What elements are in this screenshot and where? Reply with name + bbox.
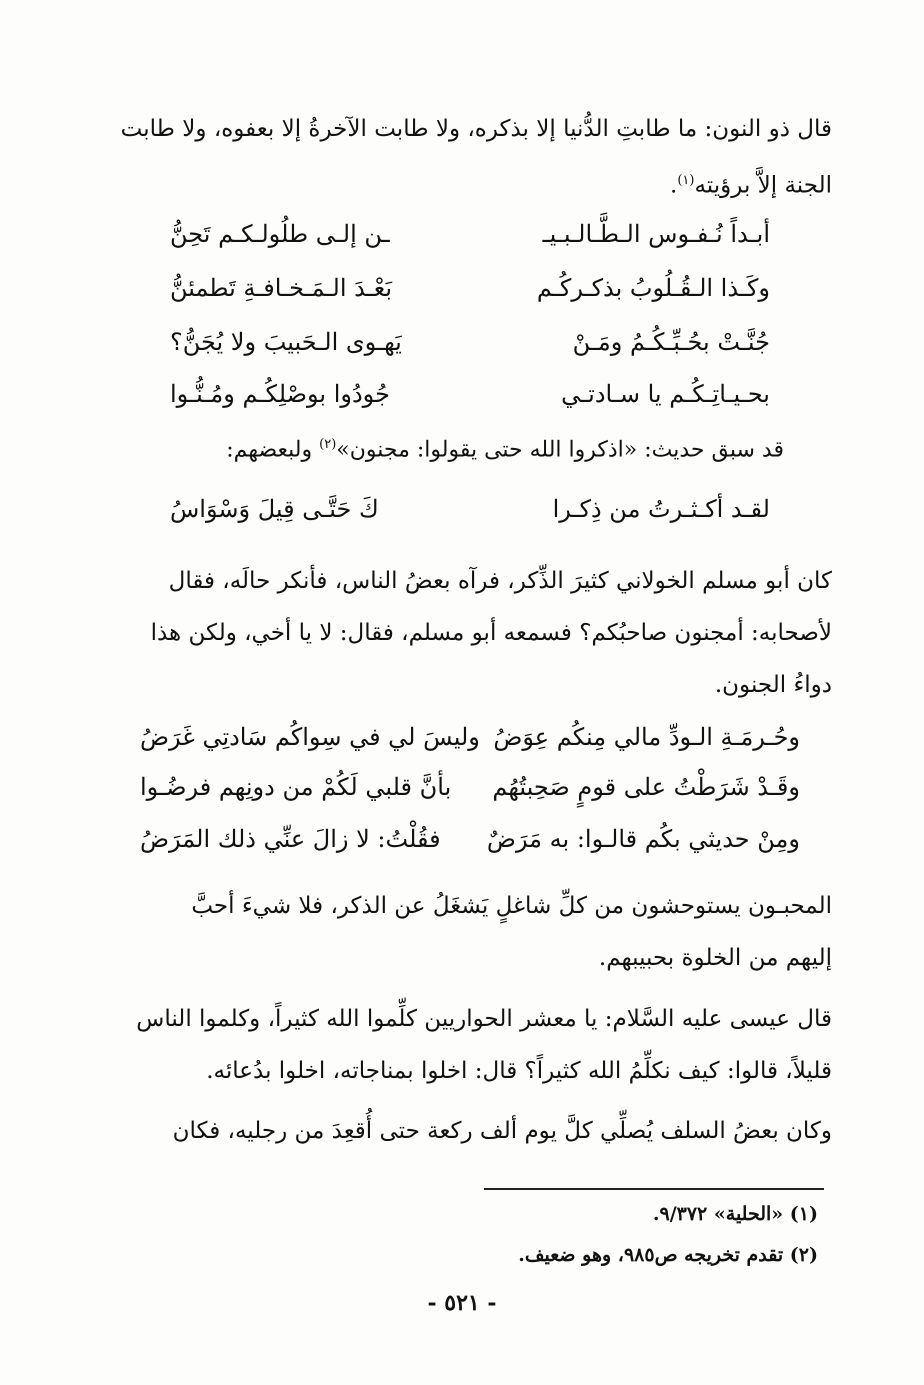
verse-hemistich-right: وقَـدْ شَرَطْتُ على قومٍ صَحِبتُهُم	[492, 773, 800, 801]
footnote-separator	[484, 1188, 824, 1190]
paragraph-hadith: قد سبق حديث: «اذكروا الله حتى يقولوا: مجنون»$^{(٢)}$ ولبعضهم:	[226, 437, 784, 463]
text-line: قليلاً، قالوا: كيف نكلِّمُ الله كثيراً؟ قال: اخلوا بمناجاته، اخلوا بدُعائه.	[206, 1058, 832, 1084]
verse-hemistich-right: أبـداً نُـفـوس الـطَّـالـبـيـ	[542, 220, 770, 248]
verse-hemistich-right: ومِنْ حديثي بكُم قالـوا: به مَرَضٌ	[486, 825, 800, 853]
verse-hemistich-left: وليسَ لي في سِواكُم سَادتِي غَرَضُ	[140, 723, 480, 751]
verse-hemistich-right: بحـيـاتِـكُـم يا سـادتـي	[561, 380, 770, 408]
verse-row	[140, 825, 800, 865]
verse-hemistich-left: يَهـوى الـحَبيبَ ولا يُجَنُّ؟	[170, 328, 402, 356]
verse-hemistich-left: بَعْـدَ الـمَـخـافـةِ تَطمئنُّ	[170, 274, 393, 302]
text-line: كان أبو مسلم الخولاني كثيرَ الذِّكر، فرآه بعضُ الناس، فأنكر حالَه، فقال	[168, 568, 832, 594]
verse-row	[170, 328, 770, 368]
verse-hemistich-right: وحُـرمَـةِ الـودِّ مالي مِنكُم عِوَضُ	[493, 723, 800, 751]
paragraph-abu-muslim	[110, 555, 832, 711]
verse-hemistich-left: فقُلْتُ: لا زالَ عنِّي ذلك المَرَضُ	[140, 825, 441, 853]
verse-hemistich-right: جُنَّـتْ بحُـبِّـكُـمُ ومَـنْ	[572, 328, 770, 356]
verse-hemistich-left: ـن إلـى طلُولـكـم تَحِنُّ	[170, 220, 390, 248]
text-line: وكان بعضُ السلف يُصلِّي كلَّ يوم ألف ركعة حتى أُقعِدَ من رجليه، فكان	[172, 1118, 832, 1144]
paragraph-lovers	[110, 880, 832, 984]
verse-hemistich-left: كَ حَتَّـى قِيلَ وَسْوَاسُ	[170, 495, 379, 523]
text-line: قال ذو النون: ما طابتِ الدُّنيا إلا بذكره، ولا طابت الآخرةُ إلا بعفوه، ولا طابت	[120, 116, 832, 142]
verse-row	[170, 495, 770, 535]
text-line: لأصحابه: أمجنون صاحبُكم؟ فسمعه أبو مسلم، فقال: لا يا أخي، ولكن هذا	[150, 620, 832, 646]
text-line: المحبـون يستوحشون من كلِّ شاغلٍ يَشغَلُ عن الذكر، فلا شيءَ أحبَّ	[191, 893, 832, 919]
paragraph-salaf	[110, 1105, 832, 1157]
footnote-ref: (٢)	[319, 437, 337, 452]
page-number: - ٥٢١ -	[427, 1290, 497, 1316]
text-line: الجنة إلاَّ برؤيته$^{(١)}$.	[670, 172, 832, 199]
text-line: قال عيسى عليه السَّلام: يا معشر الحواريين كلِّموا الله كثيراً، وكلموا الناس	[136, 1006, 832, 1032]
paragraph-isa	[110, 993, 832, 1097]
paragraph-dhun-nun	[110, 103, 832, 212]
footnote: (٢) تقدم تخريجه ص٩٨٥، وهو ضعيف.	[518, 1244, 818, 1266]
verse-hemistich-right: وكَـذا الـقُـلُوبُ بذكـركُـم	[536, 274, 770, 302]
verse-row	[170, 220, 770, 260]
verse-row	[140, 773, 800, 813]
verse-row	[170, 274, 770, 314]
footnote: (١) «الحلية» ٩/٣٧٢.	[652, 1203, 818, 1225]
text-line: إليهم من الخلوة بحبيبهم.	[598, 945, 832, 971]
verse-hemistich-left: بأنَّ قلبي لَكُمْ من دونِهم فرضُـوا	[140, 773, 452, 801]
verse-row	[140, 723, 800, 763]
footnote-ref: (١)	[677, 173, 695, 188]
verse-hemistich-left: جُودُوا بوصْلِكُـم ومُـنُّـوا	[170, 380, 390, 408]
verse-row	[170, 380, 770, 420]
verse-hemistich-right: لقـد أكـثـرتُ من ذِكـرا	[552, 495, 770, 523]
text-line: دواءُ الجنون.	[714, 672, 832, 698]
